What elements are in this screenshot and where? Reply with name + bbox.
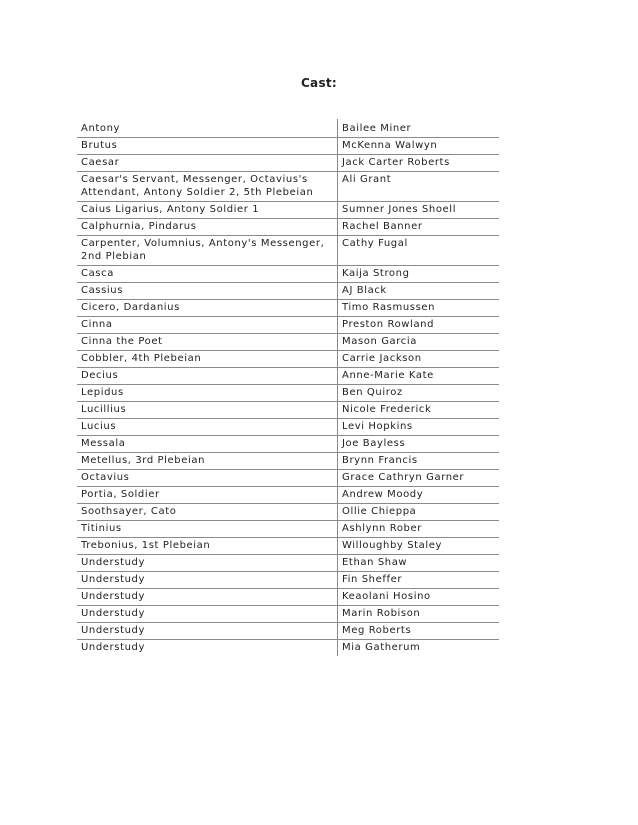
cast-row xyxy=(77,538,499,555)
cast-table xyxy=(77,119,499,656)
cast-row xyxy=(77,504,499,521)
cast-table-body xyxy=(77,119,499,656)
actor-cell: Ollie Chieppa xyxy=(338,504,500,521)
cast-row xyxy=(77,402,499,419)
actor-cell: Preston Rowland xyxy=(338,317,500,334)
role-cell: Cinna the Poet xyxy=(77,334,338,351)
cast-row xyxy=(77,119,499,138)
role-cell: Calphurnia, Pindarus xyxy=(77,219,338,236)
actor-cell: Marin Robison xyxy=(338,606,500,623)
actor-cell: Mason Garcia xyxy=(338,334,500,351)
actor-cell: Cathy Fugal xyxy=(338,236,500,266)
cast-row xyxy=(77,300,499,317)
cast-row xyxy=(77,521,499,538)
role-cell: Lepidus xyxy=(77,385,338,402)
cast-row xyxy=(77,266,499,283)
cast-row xyxy=(77,172,499,202)
cast-row xyxy=(77,470,499,487)
role-cell: Antony xyxy=(77,119,338,138)
cast-row xyxy=(77,589,499,606)
actor-cell: Rachel Banner xyxy=(338,219,500,236)
actor-cell: Anne-Marie Kate xyxy=(338,368,500,385)
actor-cell: Kaija Strong xyxy=(338,266,500,283)
actor-cell: Joe Bayless xyxy=(338,436,500,453)
role-cell: Understudy xyxy=(77,572,338,589)
actor-cell: Andrew Moody xyxy=(338,487,500,504)
role-cell: Lucillius xyxy=(77,402,338,419)
cast-row xyxy=(77,572,499,589)
actor-cell: Timo Rasmussen xyxy=(338,300,500,317)
cast-row xyxy=(77,555,499,572)
role-cell: Brutus xyxy=(77,138,338,155)
cast-row xyxy=(77,487,499,504)
role-cell: Understudy xyxy=(77,555,338,572)
cast-row xyxy=(77,385,499,402)
cast-row xyxy=(77,202,499,219)
cast-row xyxy=(77,155,499,172)
actor-cell: Grace Cathryn Garner xyxy=(338,470,500,487)
role-cell: Carpenter, Volumnius, Antony's Messenger, 2nd Plebian xyxy=(77,236,338,266)
role-cell: Cicero, Dardanius xyxy=(77,300,338,317)
page-title: Cast: xyxy=(300,76,338,90)
role-cell: Lucius xyxy=(77,419,338,436)
cast-row xyxy=(77,419,499,436)
actor-cell: AJ Black xyxy=(338,283,500,300)
actor-cell: Willoughby Staley xyxy=(338,538,500,555)
role-cell: Understudy xyxy=(77,606,338,623)
role-cell: Understudy xyxy=(77,589,338,606)
cast-row xyxy=(77,453,499,470)
actor-cell: Nicole Frederick xyxy=(338,402,500,419)
role-cell: Titinius xyxy=(77,521,338,538)
cast-row xyxy=(77,351,499,368)
role-cell: Casca xyxy=(77,266,338,283)
cast-row xyxy=(77,138,499,155)
role-cell: Octavius xyxy=(77,470,338,487)
role-cell: Trebonius, 1st Plebeian xyxy=(77,538,338,555)
cast-row xyxy=(77,334,499,351)
role-cell: Metellus, 3rd Plebeian xyxy=(77,453,338,470)
role-cell: Messala xyxy=(77,436,338,453)
actor-cell: Ben Quiroz xyxy=(338,385,500,402)
actor-cell: Fin Sheffer xyxy=(338,572,500,589)
cast-row xyxy=(77,436,499,453)
cast-row xyxy=(77,283,499,300)
cast-row xyxy=(77,368,499,385)
actor-cell: Jack Carter Roberts xyxy=(338,155,500,172)
actor-cell: Sumner Jones Shoell xyxy=(338,202,500,219)
role-cell: Caius Ligarius, Antony Soldier 1 xyxy=(77,202,338,219)
role-cell: Portia, Soldier xyxy=(77,487,338,504)
actor-cell: Mia Gatherum xyxy=(338,640,500,657)
actor-cell: Carrie Jackson xyxy=(338,351,500,368)
role-cell: Cassius xyxy=(77,283,338,300)
cast-row xyxy=(77,219,499,236)
role-cell: Soothsayer, Cato xyxy=(77,504,338,521)
cast-row xyxy=(77,317,499,334)
actor-cell: McKenna Walwyn xyxy=(338,138,500,155)
cast-row xyxy=(77,640,499,657)
cast-row xyxy=(77,623,499,640)
actor-cell: Bailee Miner xyxy=(338,119,500,138)
cast-row xyxy=(77,606,499,623)
role-cell: Caesar's Servant, Messenger, Octavius's Attendant, Antony Soldier 2, 5th Plebeian xyxy=(77,172,338,202)
actor-cell: Ashlynn Rober xyxy=(338,521,500,538)
role-cell: Cinna xyxy=(77,317,338,334)
actor-cell: Ali Grant xyxy=(338,172,500,202)
role-cell: Cobbler, 4th Plebeian xyxy=(77,351,338,368)
role-cell: Caesar xyxy=(77,155,338,172)
actor-cell: Ethan Shaw xyxy=(338,555,500,572)
actor-cell: Meg Roberts xyxy=(338,623,500,640)
actor-cell: Keaolani Hosino xyxy=(338,589,500,606)
actor-cell: Brynn Francis xyxy=(338,453,500,470)
cast-row xyxy=(77,236,499,266)
role-cell: Decius xyxy=(77,368,338,385)
role-cell: Understudy xyxy=(77,623,338,640)
actor-cell: Levi Hopkins xyxy=(338,419,500,436)
role-cell: Understudy xyxy=(81,642,146,653)
